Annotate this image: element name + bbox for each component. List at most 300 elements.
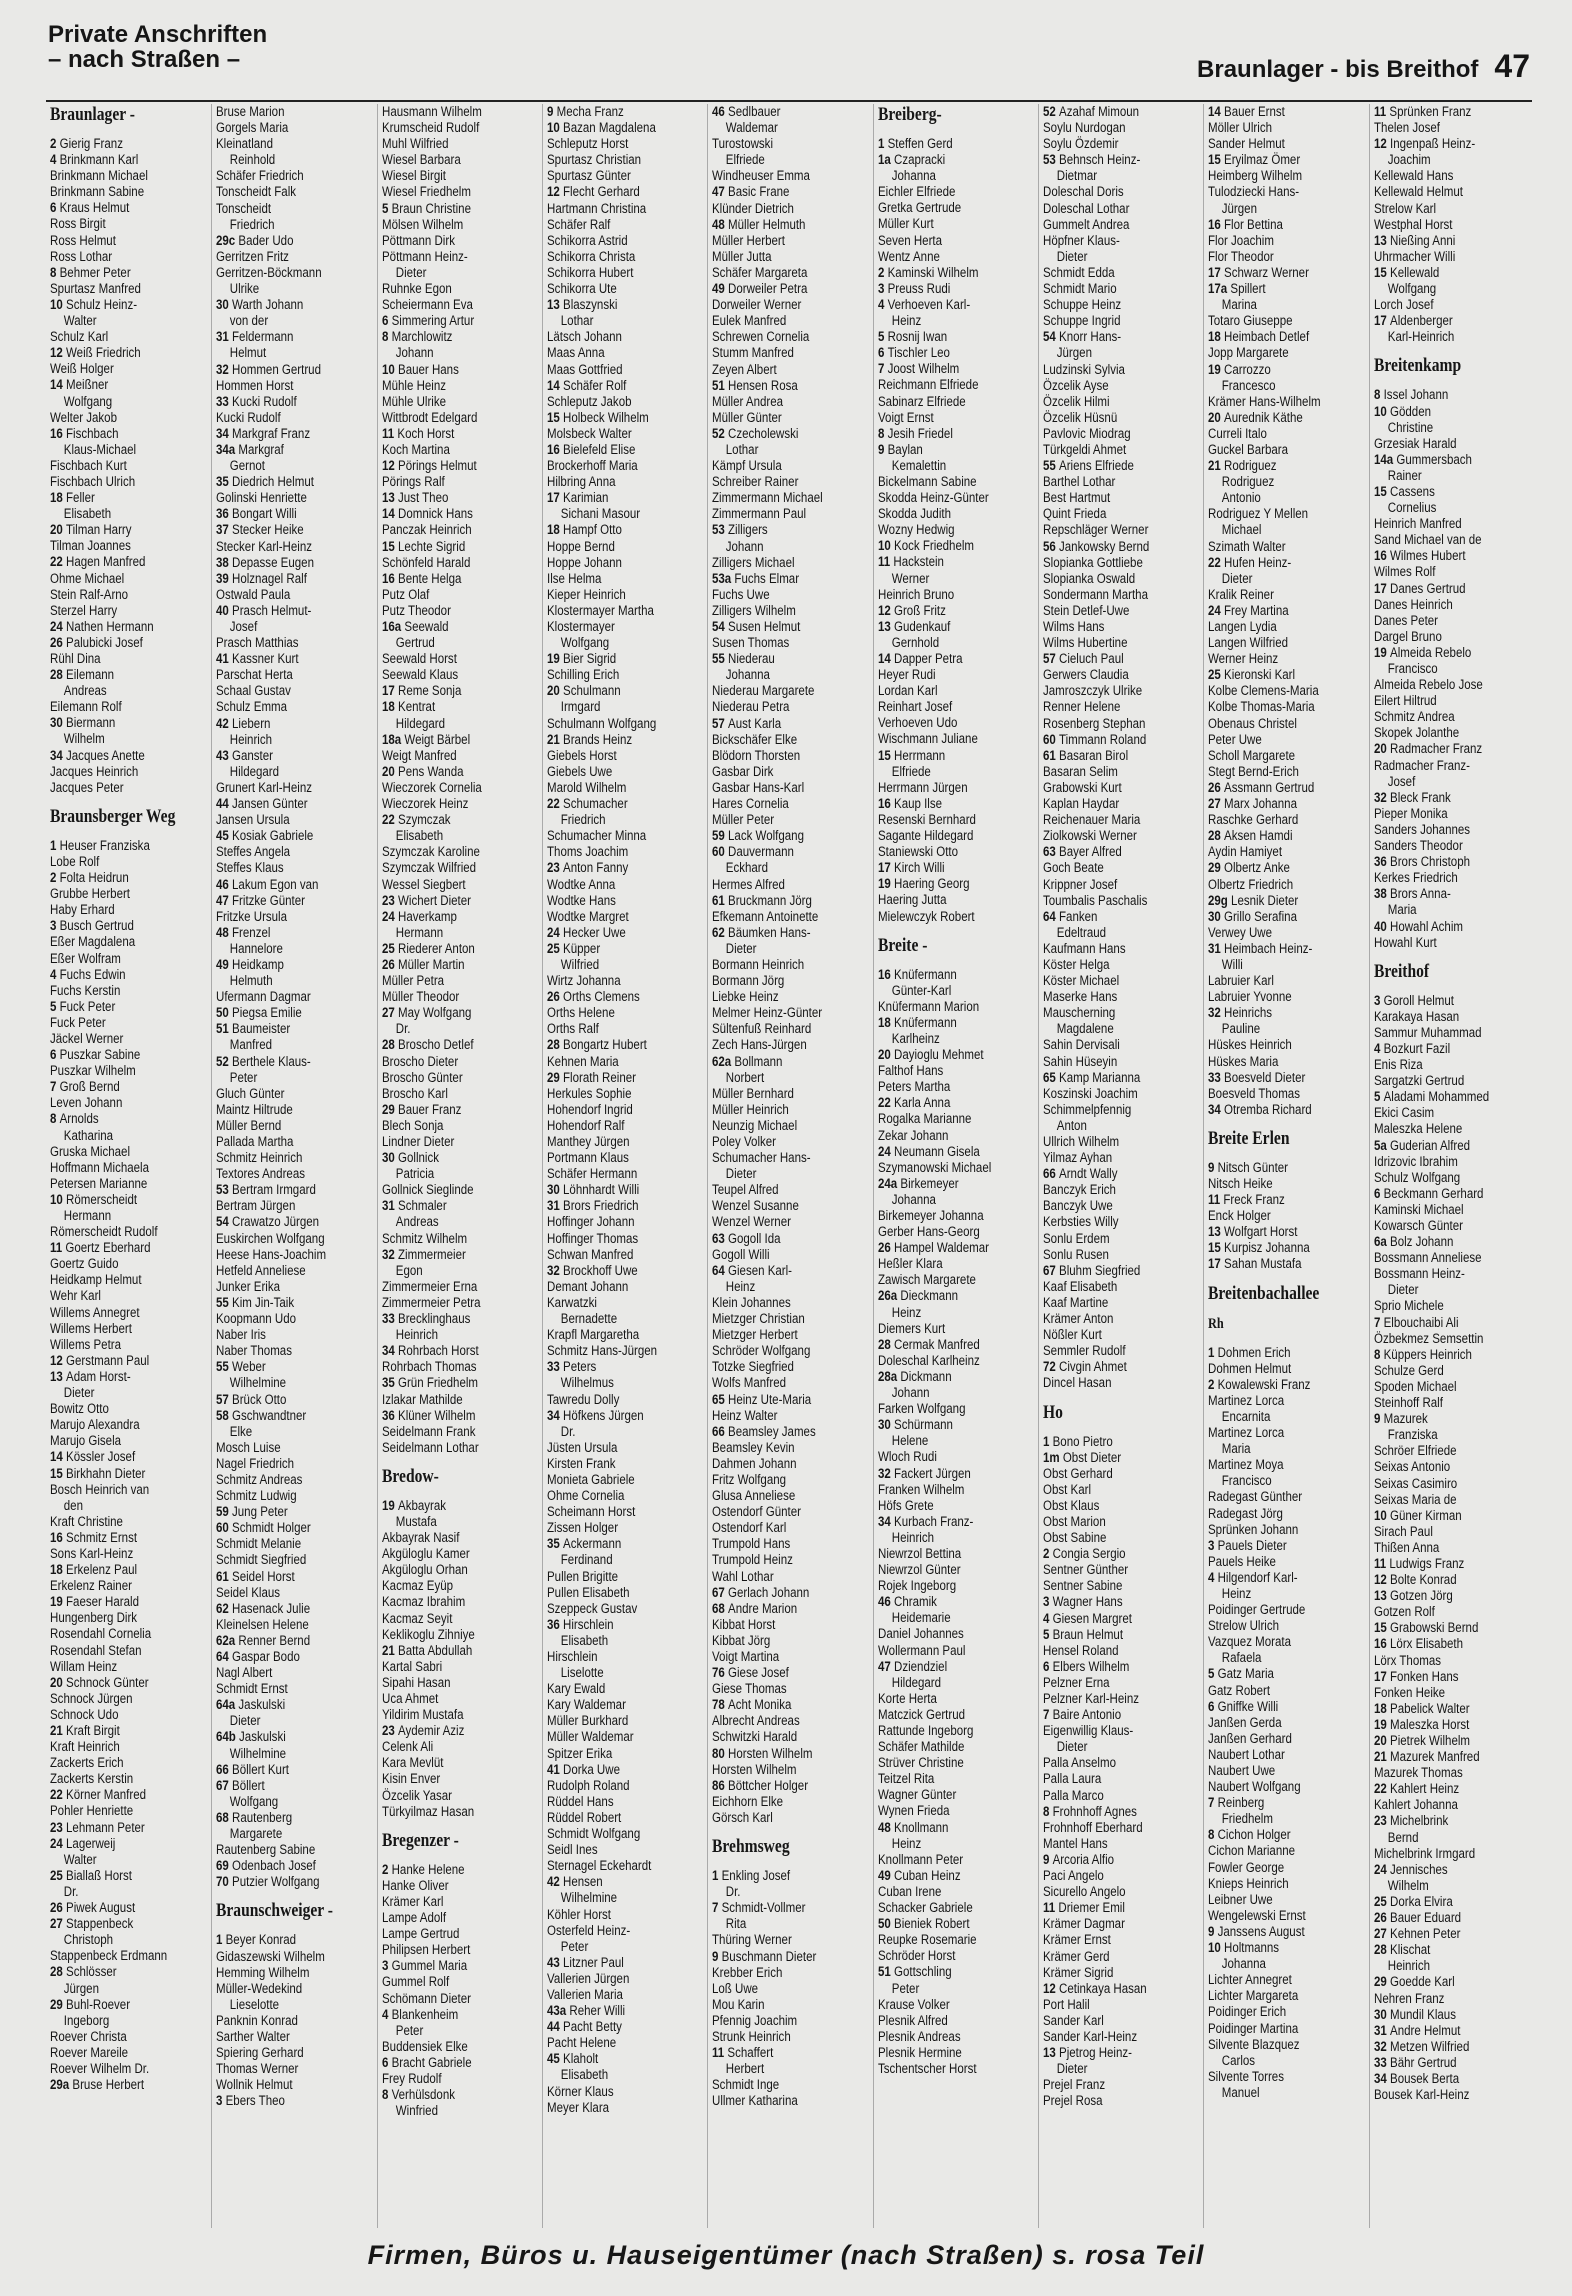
- resident-name: Kellewald Hans: [1373, 168, 1454, 184]
- resident-entry: [50, 1820, 208, 1836]
- entry-continuation: [1374, 152, 1534, 168]
- resident-name: Lagerweij: [66, 1835, 116, 1851]
- resident-entry: [547, 152, 705, 168]
- resident-entry: [878, 1272, 1036, 1288]
- resident-name: Römerscheidt: [66, 1191, 138, 1207]
- resident-name: Dieter: [1056, 2061, 1088, 2077]
- resident-entry: [547, 764, 705, 780]
- resident-name: Obenaus Christel: [1208, 715, 1298, 731]
- resident-entry: [382, 1894, 540, 1910]
- house-number: 76: [712, 1665, 729, 1681]
- house-number: 19: [1208, 361, 1225, 377]
- resident-entry: [1374, 693, 1532, 709]
- resident-name: Lindner Dieter: [381, 1134, 455, 1149]
- resident-name: Bernadette: [560, 1311, 618, 1327]
- resident-entry: [1208, 1570, 1366, 1586]
- resident-entry: [382, 522, 540, 538]
- resident-entry: [547, 1263, 705, 1279]
- resident-name: Gollnick: [397, 1150, 439, 1166]
- resident-entry: [1374, 1620, 1532, 1636]
- resident-name: Neumann Gisela: [893, 1143, 980, 1159]
- entry-continuation: [1374, 1282, 1534, 1298]
- resident-name: Schürmann: [893, 1417, 953, 1433]
- resident-name: Rafaela: [1222, 1650, 1262, 1666]
- resident-name: Schäfer Rolf: [563, 377, 627, 393]
- resident-name: Zimmermeier: [397, 1246, 466, 1262]
- resident-name: Sammur Muhammad: [1373, 1024, 1482, 1040]
- entry-continuation: [1043, 1118, 1203, 1134]
- house-number: 6: [50, 200, 60, 216]
- resident-name: Keklikoglu Zihniye: [381, 1626, 475, 1642]
- house-number: 51: [877, 1964, 894, 1980]
- resident-entry: [547, 2003, 705, 2019]
- resident-entry: [1043, 490, 1201, 506]
- resident-name: Uca Ahmet: [381, 1691, 438, 1706]
- resident-entry: [1374, 265, 1532, 281]
- resident-entry: [382, 877, 540, 893]
- house-number: 7: [1373, 1314, 1384, 1330]
- resident-name: Fritzke Ursula: [216, 908, 288, 924]
- house-number: 29g: [1208, 892, 1232, 908]
- house-number: 8: [1208, 1827, 1218, 1843]
- resident-name: Kurpisz Johanna: [1224, 1240, 1311, 1256]
- entry-continuation: [1208, 1586, 1368, 1602]
- resident-name: Pfennig Joachim: [712, 2012, 798, 2028]
- resident-name: Reinberg: [1217, 1795, 1265, 1811]
- resident-entry: [1043, 1965, 1201, 1981]
- resident-entry: [1374, 613, 1532, 629]
- resident-name: Pullen Brigitte: [546, 1568, 619, 1584]
- resident-entry: [712, 1102, 870, 1118]
- resident-name: Kehnen Peter: [1389, 1926, 1461, 1942]
- resident-entry: [216, 651, 374, 667]
- entry-continuation: [712, 1070, 872, 1086]
- resident-name: Hoffinger Johann: [546, 1214, 635, 1230]
- resident-name: Gerstmann Paul: [66, 1352, 150, 1368]
- resident-entry: [216, 1665, 374, 1681]
- resident-name: Janssens August: [1217, 1923, 1305, 1939]
- house-number: 53: [712, 522, 729, 538]
- resident-entry: [1043, 2013, 1201, 2029]
- resident-name: Totzke Siegfried: [712, 1359, 795, 1375]
- resident-entry: [50, 2045, 208, 2061]
- resident-entry: [50, 1787, 208, 1803]
- resident-entry: [712, 1794, 870, 1810]
- resident-name: Mauscherning: [1042, 1005, 1116, 1021]
- resident-entry: [216, 265, 374, 281]
- entry-continuation: [1374, 468, 1534, 484]
- resident-entry: [1208, 1763, 1366, 1779]
- resident-entry: [216, 120, 374, 136]
- resident-entry: [878, 1787, 1036, 1803]
- resident-entry: [547, 1327, 705, 1343]
- resident-entry: [1208, 748, 1366, 764]
- resident-name: Rojek Ingeborg: [877, 1578, 956, 1594]
- resident-name: Sültenfuß Reinhard: [712, 1021, 812, 1037]
- house-number: 36: [381, 1407, 398, 1423]
- house-number: 4: [1373, 1040, 1384, 1056]
- house-number: 33: [381, 1311, 398, 1327]
- entry-continuation: [547, 812, 707, 828]
- resident-entry: [1374, 1347, 1532, 1363]
- resident-entry: [547, 1198, 705, 1214]
- entry-continuation: [216, 1997, 376, 2013]
- resident-name: Böllert: [232, 1777, 265, 1793]
- resident-name: Obst Dieter: [1062, 1449, 1122, 1465]
- resident-name: Johann: [395, 345, 434, 361]
- resident-name: Sahin Hüseyin: [1042, 1053, 1118, 1069]
- header-rule: [46, 100, 1532, 102]
- resident-entry: [50, 233, 208, 249]
- resident-entry: [382, 281, 540, 297]
- resident-entry: [216, 1214, 374, 1230]
- resident-name: Türkgeldi Ahmet: [1042, 441, 1127, 457]
- resident-entry: [712, 297, 870, 313]
- resident-entry: [1043, 1868, 1201, 1884]
- resident-entry: [547, 1150, 705, 1166]
- resident-name: Ross Lothar: [50, 248, 113, 264]
- resident-entry: [1374, 597, 1532, 613]
- house-number: 34: [216, 425, 233, 441]
- resident-name: Pörings Helmut: [397, 458, 477, 474]
- house-number: 56: [1042, 538, 1059, 554]
- resident-name: Wolfgang: [560, 635, 610, 651]
- resident-name: Wilms Hans: [1042, 619, 1105, 634]
- resident-entry: [1208, 104, 1366, 120]
- resident-entry: [50, 1466, 208, 1482]
- resident-entry: [1043, 555, 1201, 571]
- resident-name: Depasse Eugen: [232, 554, 315, 570]
- resident-entry: [712, 1585, 870, 1601]
- resident-name: Gluch Günter: [216, 1085, 285, 1101]
- house-number: 4: [50, 966, 60, 982]
- resident-name: Radegast Günther: [1208, 1489, 1303, 1505]
- house-number: 28: [50, 667, 67, 683]
- resident-entry: [382, 378, 540, 394]
- resident-entry: [712, 1005, 870, 1021]
- resident-name: Karl-Heinrich: [1387, 329, 1454, 345]
- resident-name: Ingeborg: [63, 2012, 110, 2028]
- resident-name: Buddensiek Elke: [381, 2038, 468, 2054]
- resident-entry: [50, 1755, 208, 1771]
- resident-name: Schmidt Siegfried: [216, 1552, 307, 1568]
- resident-entry: [878, 1546, 1036, 1562]
- resident-entry: [1374, 1749, 1532, 1765]
- resident-entry: [50, 1176, 208, 1192]
- resident-name: Bertram Irmgard: [232, 1182, 317, 1198]
- resident-entry: [216, 410, 374, 426]
- resident-entry: [216, 1965, 374, 1981]
- resident-entry: [712, 1327, 870, 1343]
- entry-continuation: [1208, 1021, 1368, 1037]
- resident-name: Schmidt-Vollmer: [721, 1900, 806, 1916]
- resident-name: Kemalettin: [891, 457, 946, 473]
- house-number: 8: [1042, 1803, 1053, 1819]
- resident-entry: [878, 554, 1036, 570]
- resident-entry: [382, 2087, 540, 2103]
- resident-name: Pabelick Walter: [1389, 1700, 1470, 1716]
- resident-name: Gerwers Claudia: [1042, 667, 1129, 683]
- resident-entry: [712, 699, 870, 715]
- resident-name: Enis Riza: [1373, 1057, 1423, 1073]
- resident-entry: [1043, 844, 1201, 860]
- house-number: 43: [216, 747, 233, 763]
- resident-name: Puszkar Wilhelm: [50, 1063, 136, 1079]
- resident-entry: [712, 1504, 870, 1520]
- resident-name: Schulze Gerd: [1373, 1362, 1444, 1378]
- house-number: 15: [1373, 483, 1390, 499]
- resident-name: Johanna: [891, 168, 936, 184]
- resident-name: Mou Karin: [712, 1996, 765, 2012]
- resident-entry: [712, 1552, 870, 1568]
- house-number: 10: [50, 1191, 67, 1207]
- directory-column: [542, 104, 707, 2228]
- entry-continuation: [878, 313, 1038, 329]
- resident-entry: [1374, 516, 1532, 532]
- resident-name: Naubert Lothar: [1208, 1746, 1286, 1762]
- house-number: 2: [50, 870, 60, 886]
- resident-entry: [712, 1965, 870, 1981]
- resident-entry: [1208, 1256, 1366, 1272]
- resident-name: Repschläger Werner: [1042, 522, 1149, 538]
- resident-name: Sander Karl-Heinz: [1042, 2028, 1138, 2044]
- house-number: 12: [381, 458, 398, 474]
- house-number: 16: [50, 1529, 67, 1545]
- resident-entry: [712, 1456, 870, 1472]
- resident-entry: [50, 1803, 208, 1819]
- house-number: 16: [50, 425, 67, 441]
- resident-name: Boesveld Thomas: [1208, 1085, 1301, 1101]
- resident-entry: [547, 217, 705, 233]
- house-number: 40: [1373, 918, 1390, 934]
- resident-entry: [712, 1472, 870, 1488]
- resident-entry: [1043, 893, 1201, 909]
- resident-name: Kacmaz Eyüp: [381, 1578, 453, 1594]
- resident-entry: [50, 538, 208, 554]
- resident-name: Prejel Franz: [1042, 2077, 1106, 2093]
- resident-entry: [382, 1408, 540, 1424]
- resident-name: Jung Peter: [232, 1504, 289, 1520]
- house-number: 67: [1042, 1262, 1059, 1278]
- resident-name: Knollmann: [893, 1819, 949, 1835]
- resident-name: Heßler Klara: [877, 1256, 943, 1272]
- resident-name: Niederau: [728, 651, 776, 667]
- resident-entry: [1043, 522, 1201, 538]
- house-number: 67: [712, 1584, 729, 1600]
- resident-entry: [1043, 1691, 1201, 1707]
- resident-name: Höfkens Jürgen: [563, 1407, 644, 1423]
- resident-entry: [1208, 2037, 1366, 2053]
- resident-entry: [712, 265, 870, 281]
- resident-entry: [50, 902, 208, 918]
- house-number: 10: [1208, 1940, 1225, 1956]
- house-number: 1: [1208, 1344, 1218, 1360]
- resident-entry: [1208, 1924, 1366, 1940]
- house-number: 1: [1042, 1433, 1053, 1449]
- resident-entry: [382, 683, 540, 699]
- house-number: 10: [877, 538, 894, 554]
- resident-entry: [216, 1021, 374, 1037]
- house-number: 12: [1042, 1980, 1059, 1996]
- house-number: 26: [1373, 1910, 1390, 1926]
- resident-name: Seidl Ines: [546, 1842, 598, 1858]
- resident-name: Fritz Wolfgang: [712, 1471, 787, 1487]
- resident-entry: [1043, 1434, 1201, 1450]
- resident-name: Pöttmann Dirk: [381, 232, 455, 248]
- resident-entry: [50, 458, 208, 474]
- resident-entry: [712, 1343, 870, 1359]
- resident-name: Irmgard: [560, 699, 601, 715]
- resident-name: Jäckel Werner: [50, 1030, 124, 1046]
- resident-entry: [1043, 635, 1201, 651]
- resident-entry: [1043, 281, 1201, 297]
- entry-continuation: [712, 667, 872, 683]
- resident-entry: [712, 1649, 870, 1665]
- resident-name: Cermak Manfred: [893, 1336, 980, 1352]
- resident-name: Matczick Gertrud: [877, 1706, 965, 1722]
- resident-name: Norbert: [726, 1069, 765, 1085]
- resident-name: Buhl-Roever: [66, 1996, 131, 2012]
- house-number: 13: [1042, 2045, 1059, 2061]
- section-title: Private Anschriften: [48, 21, 268, 48]
- resident-name: Reichmann Elfriede: [877, 377, 979, 393]
- resident-entry: [712, 2029, 870, 2045]
- entry-continuation: [1043, 1739, 1203, 1755]
- entry-continuation: [878, 1031, 1038, 1047]
- resident-entry: [547, 410, 705, 426]
- resident-name: Wilhelm: [1387, 1877, 1429, 1893]
- resident-entry: [878, 281, 1036, 297]
- resident-entry: [547, 877, 705, 893]
- resident-entry: [547, 603, 705, 619]
- resident-entry: [216, 1343, 374, 1359]
- resident-entry: [1374, 2023, 1532, 2039]
- resident-entry: [712, 893, 870, 909]
- house-number: 20: [1373, 741, 1390, 757]
- resident-entry: [1043, 1263, 1201, 1279]
- house-number: 58: [216, 1407, 233, 1423]
- resident-name: Schäfer Friedrich: [216, 168, 305, 184]
- house-number: 31: [546, 1198, 564, 1214]
- resident-entry: [382, 2039, 540, 2055]
- resident-entry: [1043, 120, 1201, 136]
- resident-name: Maria: [1387, 902, 1417, 918]
- resident-entry: [1208, 1224, 1366, 1240]
- resident-name: Ackermann: [563, 1536, 622, 1552]
- resident-name: Müller Helmuth: [728, 216, 806, 232]
- resident-name: Knüfermann: [893, 966, 957, 982]
- resident-name: Guderian Alfred: [1389, 1137, 1470, 1153]
- resident-entry: [1374, 104, 1532, 120]
- resident-name: Johanna: [891, 1191, 936, 1207]
- house-number: 15: [1373, 264, 1390, 280]
- entry-continuation: [216, 152, 376, 168]
- resident-name: Pacht Helene: [546, 2035, 617, 2051]
- resident-name: Lörx Elisabeth: [1389, 1636, 1463, 1652]
- house-number: 5a: [1373, 1137, 1390, 1153]
- resident-name: Susen Thomas: [712, 635, 790, 651]
- resident-name: Thoms Joachim: [546, 844, 629, 860]
- resident-name: Danes Heinrich: [1373, 596, 1453, 612]
- resident-name: Sahan Mustafa: [1224, 1256, 1302, 1272]
- house-number: 12: [877, 602, 894, 618]
- resident-name: Encarnita: [1222, 1408, 1271, 1424]
- resident-entry: [547, 1166, 705, 1182]
- resident-entry: [547, 1874, 705, 1890]
- resident-name: Karwatzki: [546, 1294, 597, 1310]
- resident-entry: [1374, 1524, 1532, 1540]
- resident-entry: [1208, 812, 1366, 828]
- resident-name: Wodtke Margret: [546, 908, 629, 924]
- resident-entry: [547, 474, 705, 490]
- resident-name: Roever Wilhelm Dr.: [50, 2060, 150, 2076]
- resident-entry: [1374, 452, 1532, 468]
- house-number: 16: [877, 795, 894, 811]
- resident-name: Katharina: [63, 1127, 114, 1143]
- entry-continuation: [216, 458, 376, 474]
- resident-entry: [547, 233, 705, 249]
- resident-name: Nießing Anni: [1389, 232, 1455, 248]
- resident-name: Bluhm Siegfried: [1058, 1262, 1141, 1278]
- house-number: 24: [877, 1143, 894, 1159]
- resident-entry: [1208, 1037, 1366, 1053]
- resident-name: Gogoll Willi: [712, 1246, 770, 1262]
- resident-name: Niewrzol Bettina: [877, 1545, 961, 1561]
- resident-name: Scheimann Horst: [546, 1504, 636, 1520]
- house-number: 47: [216, 892, 233, 908]
- house-number: 46: [216, 876, 233, 892]
- entry-continuation: [1208, 2085, 1368, 2101]
- resident-name: Czecholewski: [728, 425, 799, 441]
- resident-name: Kolbe Thomas-Maria: [1208, 699, 1315, 715]
- resident-entry: [1374, 1685, 1532, 1701]
- resident-entry: [547, 2019, 705, 2035]
- resident-entry: [1043, 1530, 1201, 1546]
- resident-name: Bormann Heinrich: [712, 956, 805, 972]
- resident-name: Orths Clemens: [563, 989, 640, 1005]
- resident-name: Klaholt: [563, 2051, 599, 2067]
- house-number: 13: [546, 297, 564, 313]
- resident-name: Steffes Angela: [216, 844, 291, 860]
- resident-entry: [382, 571, 540, 587]
- resident-entry: [712, 1949, 870, 1965]
- resident-entry: [878, 651, 1036, 667]
- resident-entry: [1374, 1669, 1532, 1685]
- resident-entry: [1374, 758, 1532, 774]
- resident-name: Behmer Peter: [59, 264, 131, 280]
- resident-entry: [1043, 716, 1201, 732]
- resident-name: Brands Heinz: [563, 731, 633, 747]
- resident-name: Dieter: [726, 1166, 757, 1182]
- resident-name: Schulmann Wolfgang: [546, 715, 657, 731]
- resident-name: Zackerts Kerstin: [50, 1771, 134, 1787]
- resident-name: Willems Herbert: [50, 1320, 132, 1336]
- resident-entry: [216, 1118, 374, 1134]
- resident-entry: [216, 1762, 374, 1778]
- resident-name: Skopek Jolanthe: [1373, 725, 1459, 741]
- resident-name: Gollnick Sieglinde: [381, 1182, 474, 1198]
- resident-entry: [547, 136, 705, 152]
- resident-entry: [878, 731, 1036, 747]
- resident-name: Schäfer Ralf: [546, 216, 611, 232]
- resident-entry: [382, 217, 540, 233]
- resident-entry: [878, 780, 1036, 796]
- resident-entry: [382, 1247, 540, 1263]
- resident-entry: [382, 1578, 540, 1594]
- resident-name: Ziolkowski Werner: [1042, 828, 1137, 844]
- resident-name: Sonlu Rusen: [1042, 1246, 1109, 1262]
- resident-name: Bader Udo: [238, 232, 294, 248]
